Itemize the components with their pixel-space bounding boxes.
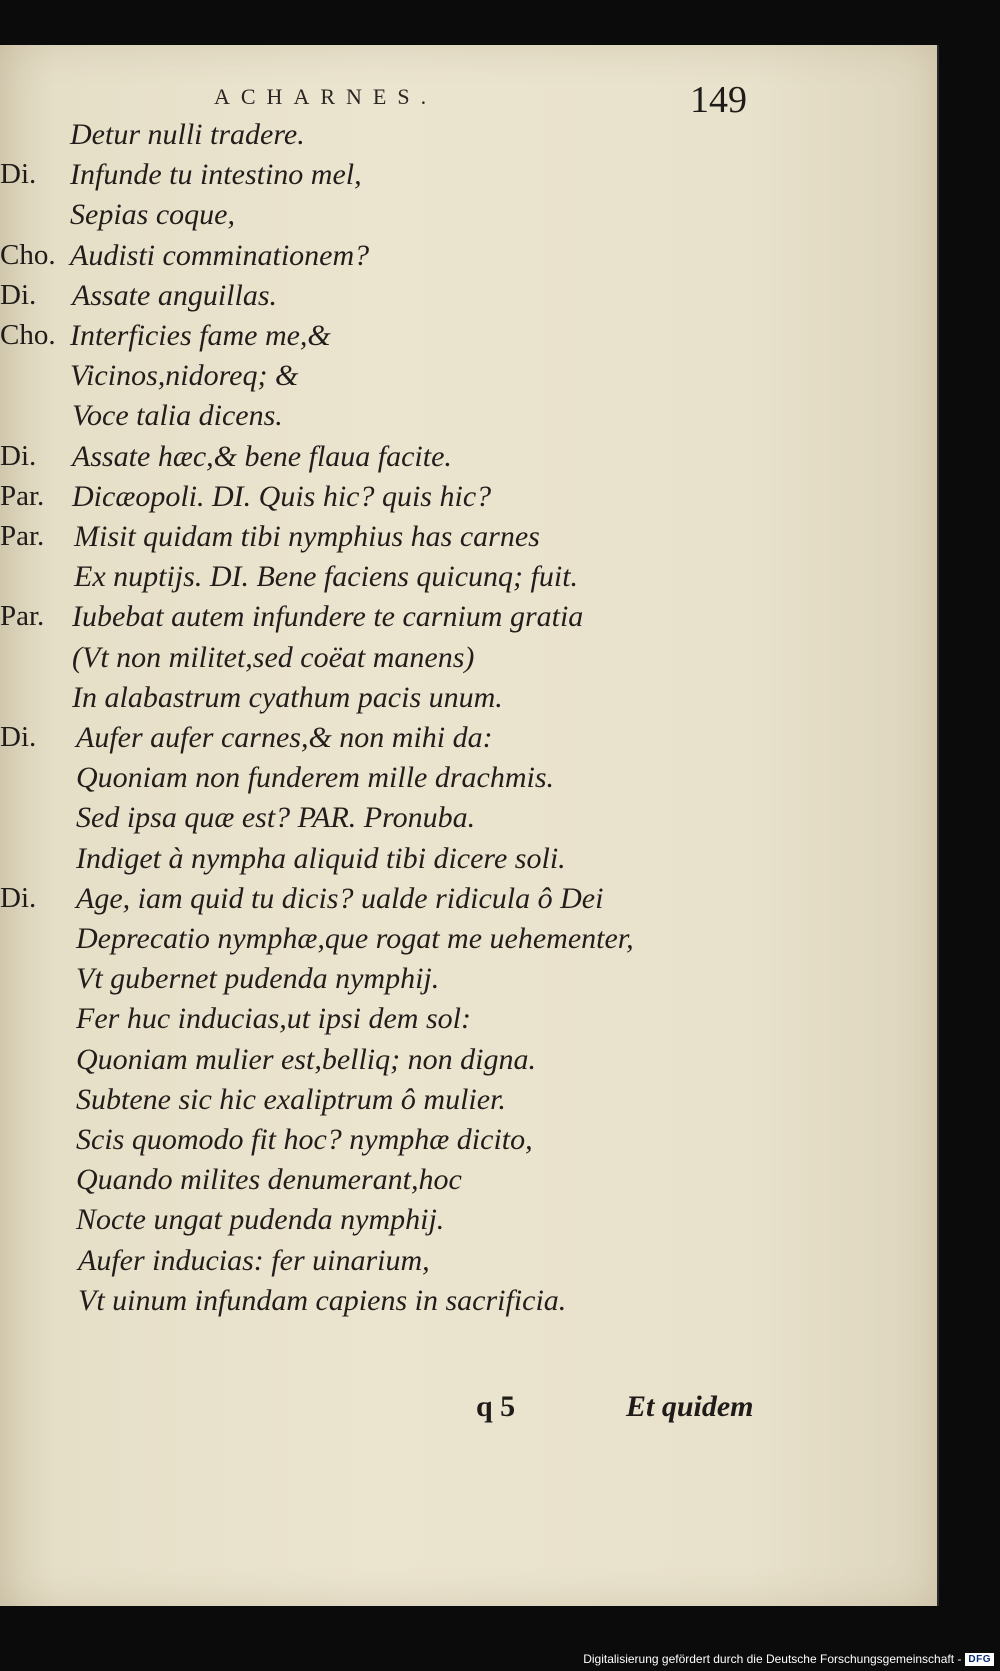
speaker-label: Par. xyxy=(0,479,45,512)
verse-text: Deprecatio nymphæ,que rogat me uehementer, xyxy=(76,922,634,955)
verse-text: Quoniam non funderem mille drachmis. xyxy=(76,761,555,795)
verse-text: Vicinos,nidoreq; & xyxy=(70,359,299,393)
dfg-logo: DFG xyxy=(965,1653,994,1666)
verse-line xyxy=(0,1203,937,1243)
verse-text: Age, iam quid tu dicis? ualde ridicula ô Dei xyxy=(76,881,604,915)
verse-line xyxy=(0,118,937,158)
verse-text: Interficies fame me,& xyxy=(70,319,331,352)
signature-mark: q 5 xyxy=(476,1390,516,1423)
verse-text: (Vt non militet,sed coëat manens) xyxy=(72,640,475,674)
verse-text: Vt gubernet pudenda nymphij. xyxy=(76,962,440,996)
verse-text: Vt uinum infundam capiens in sacrificia. xyxy=(78,1283,567,1317)
verse-text: Nocte ungat pudenda nymphij. xyxy=(76,1203,445,1237)
verse-line xyxy=(0,1284,937,1324)
verse-line xyxy=(0,1163,937,1203)
credit-text: Digitalisierung gefördert durch die Deutsche Forschungsgemeinschaft - xyxy=(583,1652,962,1666)
verse-text: In alabastrum cyathum pacis unum. xyxy=(72,680,503,714)
verse-line xyxy=(0,520,937,560)
speaker-label: Di. xyxy=(0,721,37,753)
catchword: Et quidem xyxy=(626,1390,754,1423)
verse-line xyxy=(0,399,937,439)
verse-line xyxy=(0,1043,937,1083)
speaker-label: Di. xyxy=(0,439,37,472)
speaker-label: Di. xyxy=(0,278,37,311)
verse-text: Misit quidam tibi nymphius has carnes xyxy=(74,520,540,553)
verse-text: Audisti comminationem? xyxy=(70,238,370,272)
verse-text: Fer huc inducias,ut ipsi dem sol: xyxy=(76,1002,471,1036)
verse-text: Assate anguillas. xyxy=(72,278,278,312)
verse-line xyxy=(0,721,937,761)
verse-line xyxy=(0,761,937,801)
verse-line xyxy=(0,319,937,359)
verse-line xyxy=(0,681,937,721)
digitization-credit xyxy=(583,1652,994,1666)
verse-line xyxy=(0,239,937,279)
verse-text: Voce talia dicens. xyxy=(72,399,283,433)
verse-line xyxy=(0,922,937,962)
verse-line xyxy=(0,198,937,238)
verse-text: Quoniam mulier est,belliq; non digna. xyxy=(76,1042,536,1076)
verse-text: Aufer aufer carnes,& non mihi da: xyxy=(76,721,493,754)
running-title: ACHARNES. xyxy=(214,84,438,109)
verse-line xyxy=(0,359,937,399)
verse-text: Quando milites denumerant,hoc xyxy=(76,1163,462,1197)
speaker-label: Par. xyxy=(0,600,45,633)
verse-line xyxy=(0,1244,937,1284)
verse-line xyxy=(0,641,937,681)
verse-text: Subtene sic hic exaliptrum ô mulier. xyxy=(76,1082,506,1116)
speaker-label: Di. xyxy=(0,881,37,914)
verse-line xyxy=(0,962,937,1002)
verse-text: Dicæopoli. DI. Quis hic? quis hic? xyxy=(72,479,492,513)
verse-line xyxy=(0,158,937,198)
speaker-label: Cho. xyxy=(0,319,56,351)
verse-text: Iubebat autem infundere te carnium gratia xyxy=(72,600,584,634)
verse-text: Sed ipsa quæ est? PAR. Pronuba. xyxy=(76,801,476,835)
verse-line xyxy=(0,1123,937,1163)
verse-line xyxy=(0,801,937,841)
verse-text: Scis quomodo fit hoc? nymphæ dicito, xyxy=(76,1123,533,1156)
verse-line xyxy=(0,882,937,922)
verse-text: Detur nulli tradere. xyxy=(70,118,305,151)
verse-text: Aufer inducias: fer uinarium, xyxy=(78,1243,430,1277)
verse-line xyxy=(0,842,937,882)
speaker-label: Par. xyxy=(0,520,45,552)
speaker-label: Di. xyxy=(0,158,37,191)
verse-line xyxy=(0,1002,937,1042)
verse-text: Assate hæc,& bene flaua facite. xyxy=(72,439,452,473)
page-footer xyxy=(0,1390,937,1440)
verse-line xyxy=(0,1083,937,1123)
verse-line xyxy=(0,560,937,600)
verse-line xyxy=(0,480,937,520)
verse-text: Ex nuptijs. DI. Bene faciens quicunq; fuit. xyxy=(74,560,579,594)
speaker-label: Cho. xyxy=(0,238,56,271)
verse-text: Indiget à nympha aliquid tibi dicere soli. xyxy=(76,841,566,875)
verse-line xyxy=(0,600,937,640)
page-number: 149 xyxy=(690,79,747,121)
verse-line xyxy=(0,440,937,480)
verse-line xyxy=(0,279,937,319)
verse-text: Infunde tu intestino mel, xyxy=(70,158,362,192)
verse-text: Sepias coque, xyxy=(70,198,235,232)
